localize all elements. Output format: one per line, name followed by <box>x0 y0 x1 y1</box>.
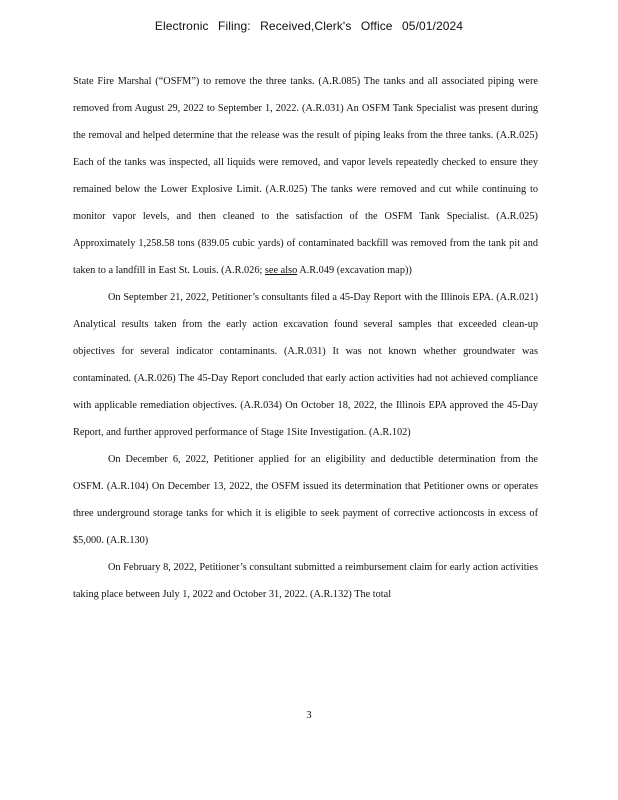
see-also-citation-signal: see also <box>264 265 298 276</box>
paragraph-text-continued: A.R.049 (excavation map)) <box>297 265 412 276</box>
paragraph-tank-removal <box>73 68 538 284</box>
document-body <box>73 68 538 608</box>
page-number: 3 <box>306 710 312 721</box>
paragraph-text: State Fire Marshal (“OSFM”) to remove the three tanks. (A.R.085) The tanks and all associated piping were removed from August 29, 2022 to September 1, 2022. (A.R.031) An OSFM Tank Specialist was present during the removal and helped determine that the release was the result of piping leaks from the three tanks. (A.R.025) Each of the tanks was inspected, all liquids were removed, and vapor levels repeatedly checked to ensure they remained below the Lower Explosive Limit. (A.R.025) The tanks were removed and cut while continuing to monitor vapor levels, and then cleaned to the satisfaction of the OSFM Tank Specialist. (A.R.025) Approximately 1,258.58 tons (839.05 cubic yards) of contaminated backfill was removed from the tank pit and taken to a landfill in East St. Louis. (A.R.026; <box>73 76 538 276</box>
paragraph-reimbursement-claim: On February 8, 2022, Petitioner’s consultant submitted a reimbursement claim for early action activities taking place between July 1, 2022 and October 31, 2022. (A.R.132) The total <box>73 562 538 600</box>
paragraph-eligibility-determination: On December 6, 2022, Petitioner applied for an eligibility and deductible determination from the OSFM. (A.R.104) On December 13, 2022, the OSFM issued its determination that Petitioner owns or operates three underground storage tanks for which it is eligible to seek payment of corrective actioncosts in excess of $5,000. (A.R.130) <box>73 454 538 546</box>
paragraph-45-day-report: On September 21, 2022, Petitioner’s consultants filed a 45-Day Report with the Illinois EPA. (A.R.021) Analytical results taken from the early action excavation found several samples that exceeded clean-up objectives for several indicator contaminants. (A.R.031) It was not known whether groundwater was contaminated. (A.R.026) The 45-Day Report concluded that early action activities had not achieved compliance with applicable remediation objectives. (A.R.034) On October 18, 2022, the Illinois EPA approved the 45-Day Report, and further approved performance of Stage 1Site Investigation. (A.R.102) <box>73 292 538 438</box>
electronic-filing-header: Electronic Filing: Received,Clerk's Office 05/01/2024 <box>154 19 464 33</box>
